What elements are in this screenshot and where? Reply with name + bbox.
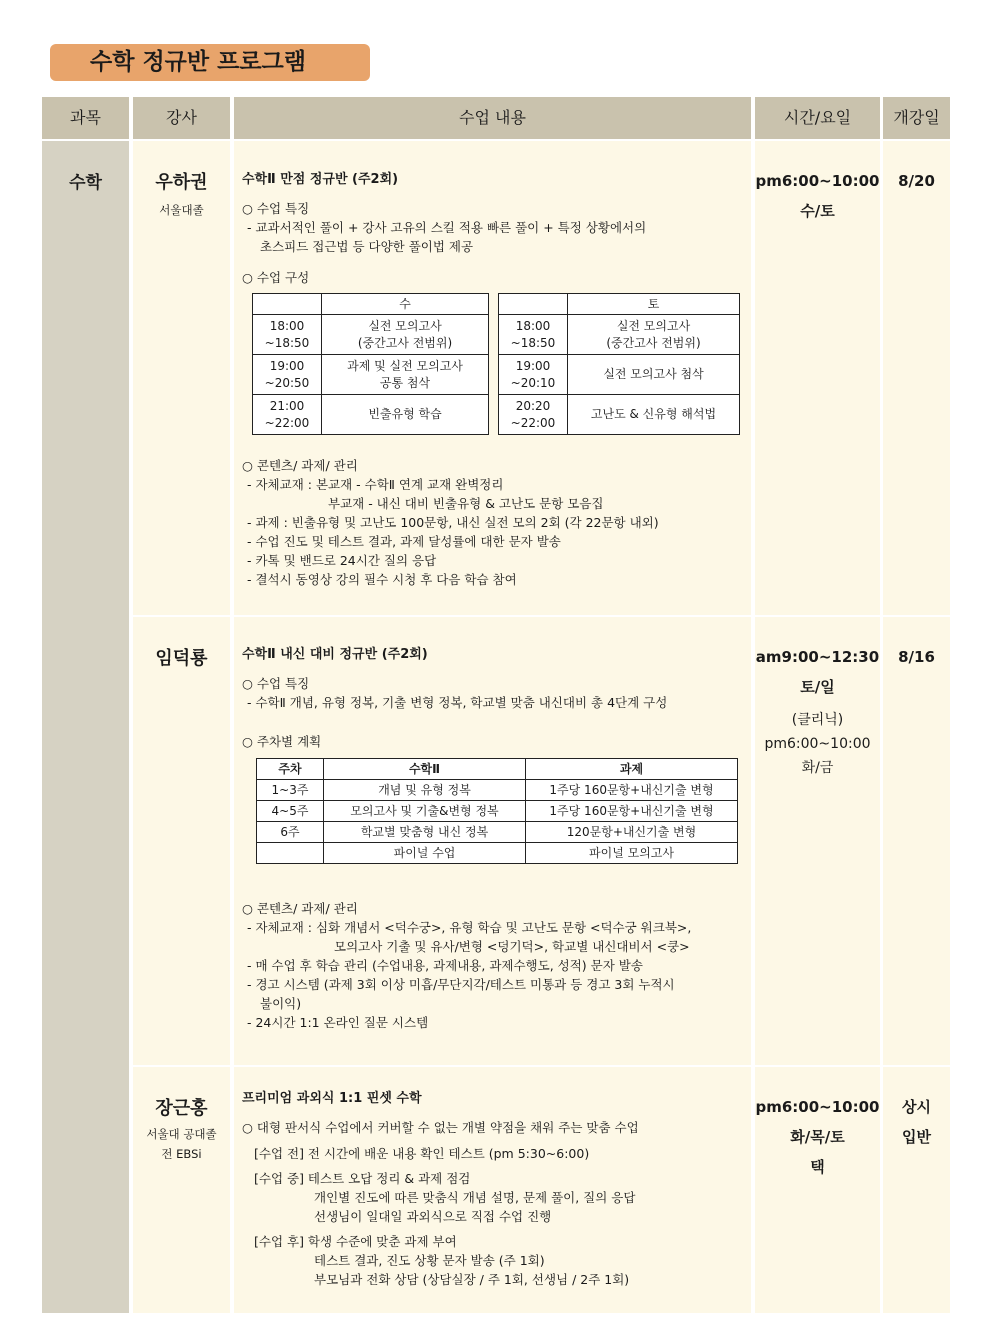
feature-line: - 교과서적인 풀이 + 강사 고유의 스킬 적용 빠른 풀이 + 특정 상황에서의	[247, 220, 647, 235]
week-cell: 120문항+내신기출 변형	[526, 822, 738, 843]
week-header: 수학Ⅱ	[324, 759, 526, 780]
page-title: 수학 정규반 프로그램	[50, 44, 370, 81]
contents-section	[242, 899, 747, 1032]
after-line: [수업 후] 학생 수준에 맞춘 과제 부여	[254, 1234, 457, 1249]
time-cell	[755, 1092, 880, 1182]
contents-line: - 수업 진도 및 테스트 결과, 과제 달성률에 대한 문자 발송	[247, 534, 561, 549]
contents-line: - 결석시 동영상 강의 필수 시청 후 다음 학습 참여	[247, 572, 517, 587]
contents-line: - 카톡 및 밴드로 24시간 질의 응답	[247, 553, 437, 568]
schedule-item: 빈출유형 학습	[322, 395, 489, 435]
contents-section	[242, 456, 747, 589]
course-content	[242, 170, 747, 287]
contents-line: - 경고 시스템 (과제 3회 이상 미흡/무단지각/테스트 미통과 등 경고 3회 누적시	[247, 977, 675, 992]
teacher-name: 장근홍	[155, 1098, 208, 1119]
contents-line: - 과제 : 빈출유형 및 고난도 100문항, 내신 실전 모의 2회 (각 22문항 내외)	[247, 515, 659, 530]
course-title: 수학Ⅱ 내신 대비 정규반 (주2회)	[242, 647, 428, 662]
schedule-item: 실전 모의고사 (중간고사 전범위)	[322, 315, 489, 355]
contents-line: - 자체교재 : 심화 개념서 <덕수궁>, 유형 학습 및 고난도 문항 <덕수궁 워크북>,	[247, 920, 692, 935]
subject-label: 수학	[69, 173, 102, 193]
section-head: ○ 수업 구성	[242, 270, 310, 285]
open-date: 8/16	[898, 648, 935, 666]
table-row	[257, 801, 738, 822]
week-header: 주차	[257, 759, 324, 780]
teacher-name: 임덕룡	[155, 648, 208, 669]
contents-line: - 매 수업 후 학습 관리 (수업내용, 과제내용, 과제수행도, 성적) 문자 발송	[247, 958, 643, 973]
schedule-time: 21:00 ~22:00	[253, 395, 322, 435]
schedule-time: 20:20 ~22:00	[499, 395, 568, 435]
week-cell: 6주	[257, 822, 324, 843]
schedule-table-sat	[498, 293, 740, 435]
header-subject: 과목	[42, 97, 129, 139]
class-days: 토/일	[800, 678, 835, 696]
time-cell	[755, 166, 880, 226]
class-time: pm6:00~10:00	[755, 1098, 880, 1116]
section-head: ○ 주차별 계획	[242, 734, 322, 749]
clinic-days: 화/금	[801, 760, 834, 776]
schedule-day: 수	[322, 294, 489, 315]
before-line: [수업 전] 전 시간에 배운 내용 확인 테스트 (pm 5:30~6:00)	[254, 1146, 590, 1161]
after-line: 부모님과 전화 상담 (상담실장 / 주 1회, 선생님 / 2주 1회)	[314, 1272, 630, 1287]
course-title: 프리미엄 과외식 1:1 핀셋 수학	[242, 1091, 422, 1106]
schedule-table-wed	[252, 293, 489, 435]
header-open: 개강일	[883, 97, 950, 139]
schedule-item: 실전 모의고사 (중간고사 전범위)	[568, 315, 740, 355]
header-teacher: 강사	[133, 97, 230, 139]
section-head: ○ 콘텐츠/ 과제/ 관리	[242, 458, 358, 473]
teacher-cell	[133, 1094, 230, 1164]
teacher-cell	[133, 168, 230, 220]
during-line: 개인별 진도에 따른 맞춤식 개념 설명, 문제 풀이, 질의 응답	[314, 1190, 636, 1205]
feature-line: 초스피드 접근법 등 다양한 풀이법 제공	[260, 239, 474, 254]
week-cell: 1~3주	[257, 780, 324, 801]
clinic-time: pm6:00~10:00	[764, 736, 871, 752]
header-time: 시간/요일	[755, 97, 880, 139]
table-row	[257, 843, 738, 864]
during-line: [수업 중] 테스트 오답 정리 & 과제 점검	[254, 1171, 471, 1186]
class-time: pm6:00~10:00	[755, 172, 880, 190]
weekly-plan-table	[256, 758, 738, 864]
class-days-note: 택	[810, 1158, 825, 1176]
schedule-item: 실전 모의고사 첨삭	[568, 355, 740, 395]
schedule-time: 18:00 ~18:50	[499, 315, 568, 355]
schedule-day: 토	[568, 294, 740, 315]
course-title: 수학Ⅱ 만점 정규반 (주2회)	[242, 172, 399, 187]
week-cell: 개념 및 유형 정복	[324, 780, 526, 801]
week-cell: 파이널 수업	[324, 843, 526, 864]
class-time: am9:00~12:30	[755, 648, 880, 666]
class-days: 수/토	[800, 202, 835, 220]
teacher-cell	[133, 644, 230, 670]
teacher-affiliation: 서울대 공대졸	[146, 1127, 217, 1141]
course-content	[242, 645, 747, 751]
section-head: ○ 콘텐츠/ 과제/ 관리	[242, 901, 358, 916]
week-cell	[257, 843, 324, 864]
teacher-affiliation: 전 EBSi	[161, 1147, 202, 1161]
header-content: 수업 내용	[234, 97, 751, 139]
contents-line: 부교재 - 내신 대비 빈출유형 & 고난도 문항 모음집	[328, 496, 604, 511]
section-head: ○ 수업 특징	[242, 676, 310, 691]
teacher-affiliation: 서울대졸	[159, 203, 204, 217]
schedule-item: 고난도 & 신유형 해석법	[568, 395, 740, 435]
section-head: ○ 수업 특징	[242, 201, 310, 216]
table-row	[257, 780, 738, 801]
during-line: 선생님이 일대일 과외식으로 직접 수업 진행	[314, 1209, 552, 1224]
time-cell	[755, 642, 880, 780]
table-row	[257, 822, 738, 843]
week-cell: 4~5주	[257, 801, 324, 822]
teacher-name: 우하권	[155, 172, 208, 193]
contents-line: - 24시간 1:1 온라인 질문 시스템	[247, 1015, 429, 1030]
class-days: 화/목/토	[790, 1128, 845, 1146]
week-cell: 1주당 160문항+내신기출 변형	[526, 780, 738, 801]
schedule-item: 과제 및 실전 모의고사 공통 첨삭	[322, 355, 489, 395]
week-cell: 1주당 160문항+내신기출 변형	[526, 801, 738, 822]
row-divider	[133, 1065, 950, 1067]
subject-column	[42, 141, 129, 1313]
open-date-line: 입반	[902, 1128, 931, 1146]
schedule-time: 19:00 ~20:50	[253, 355, 322, 395]
row-divider	[133, 615, 950, 617]
contents-line: 불이익)	[260, 996, 302, 1011]
schedule-time: 18:00 ~18:50	[253, 315, 322, 355]
week-cell: 파이널 모의고사	[526, 843, 738, 864]
contents-line: - 자체교재 : 본교재 - 수학Ⅱ 연계 교재 완벽정리	[247, 477, 504, 492]
week-cell: 학교별 맞춤형 내신 정복	[324, 822, 526, 843]
intro-line: ○ 대형 판서식 수업에서 커버할 수 없는 개별 약점을 채워 주는 맞춤 수업	[242, 1120, 639, 1135]
week-header: 과제	[526, 759, 738, 780]
feature-line: - 수학Ⅱ 개념, 유형 정복, 기출 변형 정복, 학교별 맞춤 내신대비 총 4단계 구성	[247, 695, 668, 710]
contents-line: 모의고사 기출 및 유사/변형 <덩기덕>, 학교별 내신대비서 <쿵>	[334, 939, 690, 954]
after-line: 테스트 결과, 진도 상황 문자 발송 (주 1회)	[314, 1253, 545, 1268]
course-content	[242, 1089, 747, 1289]
open-date-cell	[883, 1092, 950, 1152]
schedule-time: 19:00 ~20:10	[499, 355, 568, 395]
open-date: 8/20	[898, 172, 935, 190]
clinic-label: (클리닉)	[791, 712, 844, 728]
week-cell: 모의고사 및 기출&변형 정복	[324, 801, 526, 822]
open-date-line: 상시	[902, 1098, 931, 1116]
